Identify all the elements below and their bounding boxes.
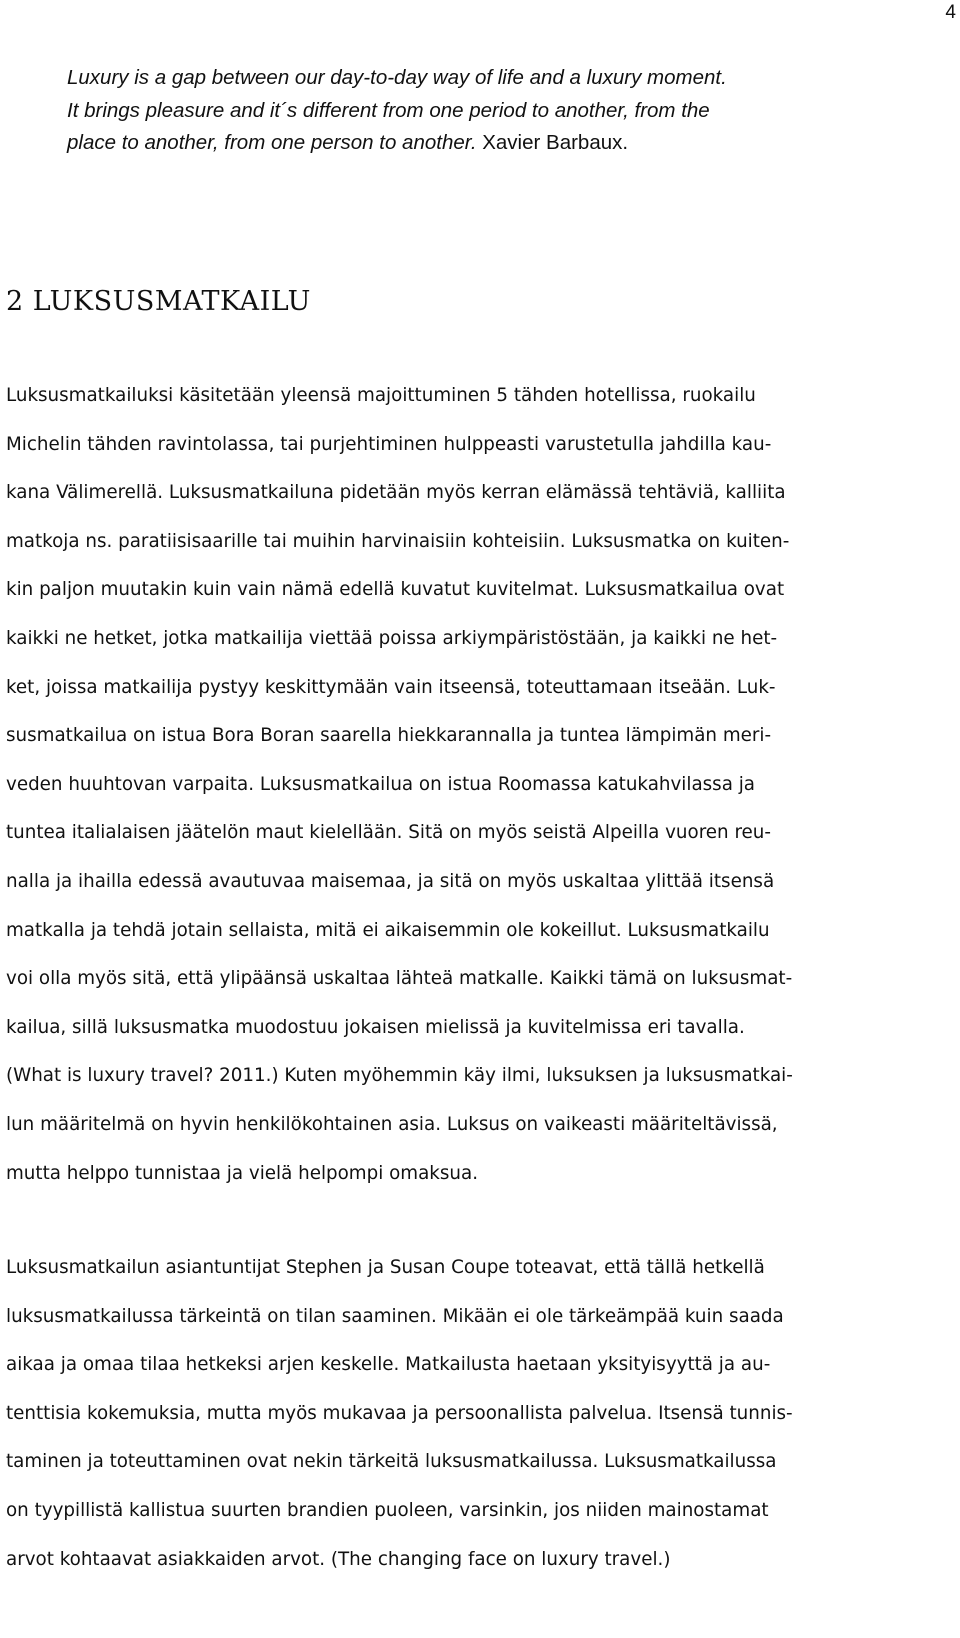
page-number: 4 (945, 2, 956, 23)
paragraph-line: tuntea italialaisen jäätelön maut kielellään. Sitä on myös seistä Alpeilla vuoren reu- (6, 822, 771, 844)
paragraph-line: arvot kohtaavat asiakkaiden arvot. (The changing face on luxury travel.) (6, 1548, 671, 1570)
body-paragraph (6, 1244, 956, 1584)
paragraph-line: luksusmatkailussa tärkeintä on tilan saaminen. Mikään ei ole tärkeämpää kuin saada (6, 1305, 784, 1327)
quote-line: Luxury is a gap between our day-to-day way of life and a luxury moment. (67, 66, 727, 89)
paragraph-line: ket, joissa matkailija pystyy keskittymään vain itseensä, toteuttamaan itseään. Luk- (6, 676, 776, 698)
section-heading (6, 286, 311, 317)
paragraph-line: Luksusmatkailuksi käsitetään yleensä majoittuminen 5 tähden hotellissa, ruokailu (6, 385, 756, 406)
paragraph-line: Luksusmatkailun asiantuntijat Stephen ja Susan Coupe toteavat, että tällä hetkellä (6, 1257, 765, 1278)
paragraph-line: matkalla ja tehdä jotain sellaista, mitä ei aikaisemmin ole kokeillut. Luksusmatkailu (6, 919, 770, 941)
paragraph-line: kaikki ne hetket, jotka matkailija viettää poissa arkiympäristöstään, ja kaikki ne het- (6, 627, 778, 649)
paragraph-line: kin paljon muutakin kuin vain nämä edellä kuvatut kuvitelmat. Luksusmatkailua ovat (6, 579, 785, 601)
paragraph-line: voi olla myös sitä, että ylipäänsä uskaltaa lähteä matkalle. Kaikki tämä on luksusmat- (6, 968, 793, 990)
paragraph-line: (What is luxury travel? 2011.) Kuten myöhemmin käy ilmi, luksuksen ja luksusmatkai- (6, 1065, 793, 1087)
paragraph-line: matkoja ns. paratiisisaarille tai muihin harvinaisiin kohteisiin. Luksusmatka on kuiten- (6, 530, 790, 552)
quote-line: It brings pleasure and it´s different from one period to another, from the (67, 98, 710, 122)
paragraph-line: aikaa ja omaa tilaa hetkeksi arjen keskelle. Matkailusta haetaan yksityisyyttä ja au- (6, 1354, 771, 1376)
section-title: LUKSUSMATKAILU (32, 286, 311, 317)
paragraph-line: nalla ja ihailla edessä avautuvaa maisemaa, ja sitä on myös uskaltaa ylittää itsensä (6, 870, 775, 892)
epigraph-quote (67, 62, 927, 160)
paragraph-line: Michelin tähden ravintolassa, tai purjehtiminen hulppeasti varustetulla jahdilla kau- (6, 433, 772, 455)
paragraph-line: mutta helppo tunnistaa ja vielä helpompi omaksua. (6, 1162, 479, 1184)
paragraph-line: taminen ja toteuttaminen ovat nekin tärkeitä luksusmatkailussa. Luksusmatkailussa (6, 1451, 777, 1473)
section-number: 2 (6, 286, 24, 317)
paragraph-line: veden huuhtovan varpaita. Luksusmatkailua on istua Roomassa katukahvilassa ja (6, 773, 756, 795)
quote-line (67, 127, 927, 160)
paragraph-line: kana Välimerellä. Luksusmatkailuna pidetään myös kerran elämässä tehtäviä, kalliita (6, 482, 786, 504)
paragraph-line: kailua, sillä luksusmatka muodostuu jokaisen mielissä ja kuvitelmissa eri tavalla. (6, 1016, 745, 1038)
body-paragraph (6, 372, 956, 1198)
paragraph-line: susmatkailua on istua Bora Boran saarella hiekkarannalla ja tuntea lämpimän meri- (6, 725, 772, 747)
paragraph-line: tenttisia kokemuksia, mutta myös mukavaa ja persoonallista palvelua. Itsensä tunnis- (6, 1402, 793, 1424)
quote-author: Xavier Barbaux. (482, 131, 629, 154)
quote-text: place to another, from one person to another. (67, 131, 477, 154)
paragraph-line: lun määritelmä on hyvin henkilökohtainen asia. Luksus on vaikeasti määriteltävissä, (6, 1113, 778, 1135)
paragraph-line: on tyypillistä kallistua suurten brandien puoleen, varsinkin, jos niiden mainostamat (6, 1499, 769, 1521)
